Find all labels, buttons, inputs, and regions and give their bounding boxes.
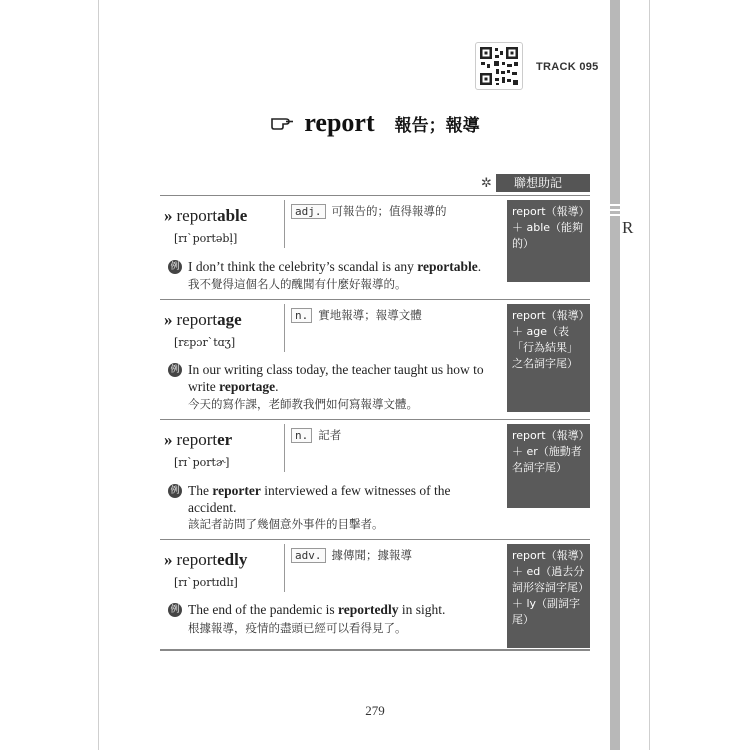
bottom-rule <box>160 649 590 651</box>
example-chinese: 我不覺得這個名人的醜聞有什麼好報導的。 <box>188 277 407 291</box>
entry-reportedly <box>160 539 590 650</box>
pos-tag: adj. <box>291 204 326 219</box>
divider <box>284 200 285 248</box>
entry-word: » reportable <box>164 206 248 225</box>
gear-icon: ✲ <box>481 176 492 191</box>
entry-phonetic: [rɛpɔrˋtɑʒ] <box>174 336 236 349</box>
memory-aid-header <box>481 174 590 192</box>
example-english: The end of the pandemic is reportedly in sight. <box>188 602 446 617</box>
entry-reportage <box>160 299 590 418</box>
example-icon: 例 <box>168 363 182 377</box>
example-icon: 例 <box>168 484 182 498</box>
memory-aid-label: 聯想助記 <box>514 176 563 190</box>
side-index-marks <box>610 204 620 219</box>
pointing-hand-icon <box>270 115 296 131</box>
example-icon: 例 <box>168 603 182 617</box>
entry-definition: adv. 據傳聞；據報導 <box>291 547 412 563</box>
page-number: 279 <box>365 703 385 718</box>
audio-track-label: TRACK 095 <box>536 61 599 73</box>
pos-tag: n. <box>291 428 312 443</box>
example-chinese: 今天的寫作課，老師教我們如何寫報導文體。 <box>188 397 418 411</box>
memory-aid-box: report（報導）＋ ed（過去分詞形容詞字尾）＋ ly（副詞字尾） <box>507 544 590 648</box>
divider <box>284 424 285 472</box>
entry-definition: n. 記者 <box>291 427 341 443</box>
entry-word: » reportedly <box>164 550 248 569</box>
entry-definition: n. 實地報導；報導文體 <box>291 307 422 323</box>
divider <box>284 304 285 352</box>
entry-phonetic: [rɪˋportəbḷ] <box>174 232 238 245</box>
qr-code-icon[interactable] <box>475 42 523 90</box>
entry-phonetic: [rɪˋportɪdlɪ] <box>174 576 238 589</box>
entry-word: » reporter <box>164 430 233 449</box>
example-chinese: 根據報導，疫情的盡頭已經可以看得見了。 <box>188 621 407 635</box>
headword-meaning: 報告；報導 <box>394 115 480 136</box>
pos-tag: adv. <box>291 548 326 563</box>
memory-aid-box: report（報導）＋ age（表「行為結果」之名詞字尾） <box>507 304 590 412</box>
divider <box>284 544 285 592</box>
headword: report <box>304 108 375 137</box>
example-chinese: 該記者訪問了幾個意外事件的目擊者。 <box>188 517 384 531</box>
example-english: I don’t think the celebrity’s scandal is any reportable. <box>188 259 482 274</box>
entry-reporter <box>160 419 590 538</box>
memory-aid-box: report（報導）＋ able（能夠的） <box>507 200 590 282</box>
entry-phonetic: [rɪˋportɚ] <box>174 456 230 469</box>
entry-definition: adj. 可報告的；值得報導的 <box>291 203 447 219</box>
example-icon: 例 <box>168 260 182 274</box>
pos-tag: n. <box>291 308 312 323</box>
entry-reportable <box>160 195 590 298</box>
memory-aid-box: report（報導）＋ er（施動者名詞字尾） <box>507 424 590 508</box>
example-english: The reporter interviewed a few witnesses of the accident. <box>188 483 451 515</box>
headword-title <box>0 108 750 138</box>
side-index-letter: R <box>622 218 634 237</box>
example-english: In our writing class today, the teacher taught us how to write reportage. <box>188 362 484 394</box>
entry-word: » reportage <box>164 310 242 329</box>
